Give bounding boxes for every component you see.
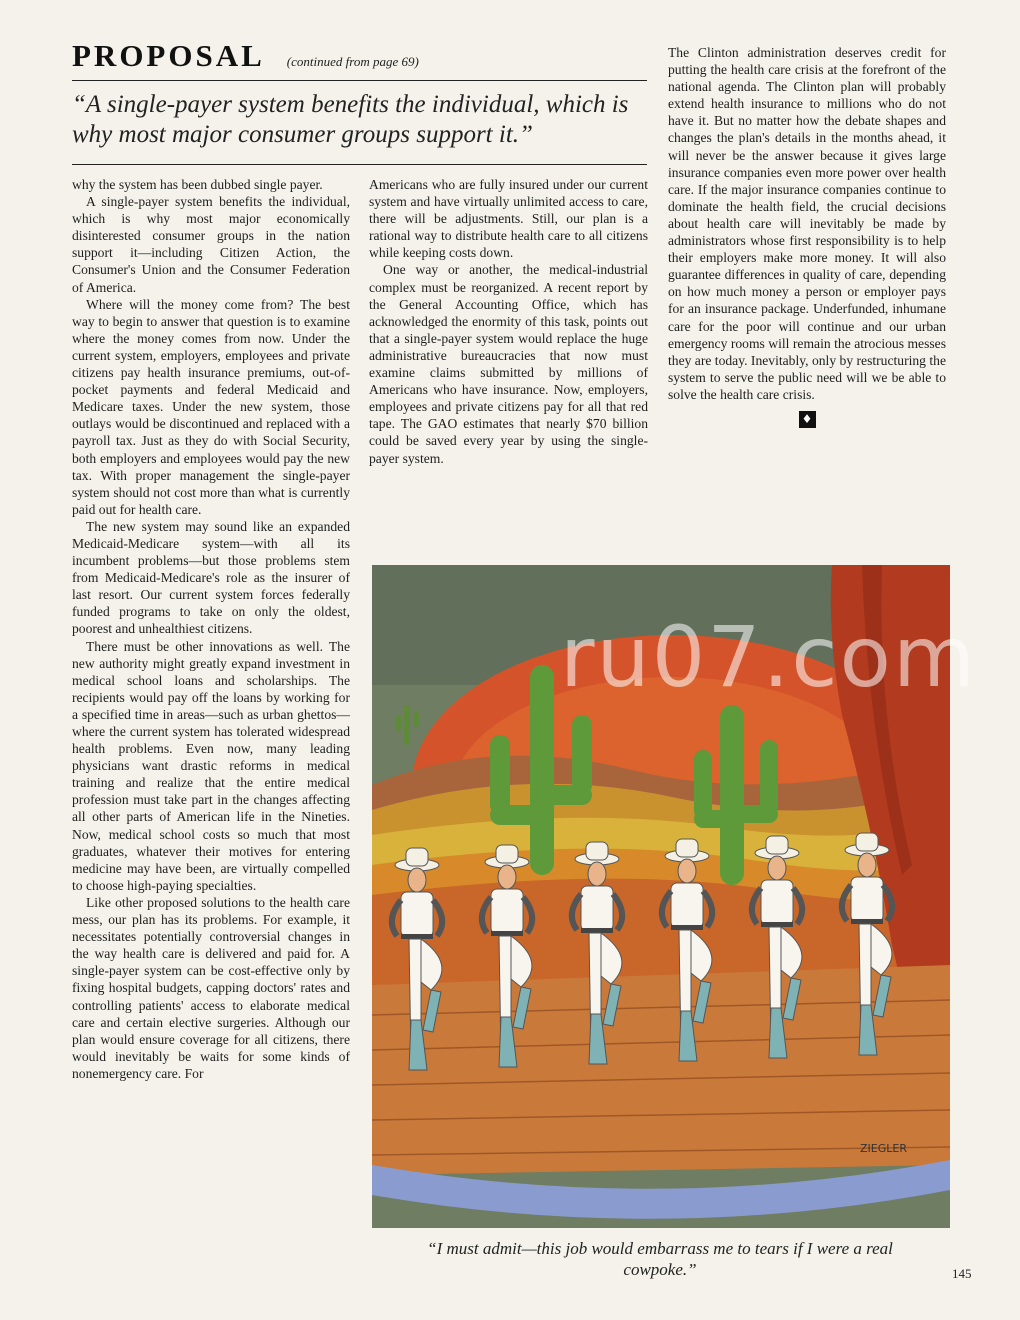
paragraph: Americans who are fully insured under our current system and have virtually unlimited access to care, there will be adjustments. Still, our plan is a rational way to distribute health care to all citizens while keeping costs down. — [369, 177, 648, 261]
continued-note: (continued from page 69) — [286, 54, 419, 69]
article-header — [72, 38, 647, 74]
section-kicker: PROPOSAL — [72, 38, 265, 73]
paragraph: Like other proposed solutions to the health care mess, our plan has its problems. For example, it necessitates potentially controversial changes in the way health care is delivered and paid for. A single-payer system can be cost-effective only by fixing hospital budgets, capping doctors' rates and controlling patients' access to elaborate medical care and certain elective surgeries. Although our plan would ensure coverage for all citizens, there would inevitably be waits for some kinds of nonemergency care. For — [72, 894, 350, 1081]
paragraph: A single-payer system benefits the individual, which is why most major economically disinterested consumer groups in the nation support it—including Citizen Action, the Consumer's Union and the Consumer Federation of America. — [72, 194, 350, 295]
text-column-2 — [369, 176, 648, 467]
cartoon-caption: “I must admit—this job would embarrass me to tears if I were a real cowpoke.” — [427, 1239, 893, 1279]
paragraph: One way or another, the medical-industrial complex must be reorganized. A recent report by the General Accounting Office, which has acknowledged the enormity of this task, points out that a single-payer system would replace the huge administrative bureaucracies that now must examine claims submitted by millions of Americans who have insurance. Now, employers, employees and private citizens pay for all that red tape. The GAO estimates that nearly $70 billion could be saved every year by using the single-payer system. — [369, 262, 648, 466]
pull-quote: “A single-payer system benefits the individual, which is why most major consumer groups support it.” — [72, 91, 629, 148]
cartoon-signature: ZIEGLER — [860, 1142, 907, 1155]
paragraph: Where will the money come from? The best way to begin to answer that question is to examine where the money comes from now. Under the current system, employers, employees and private citizens pay health insurance premiums, out-of-pocket payments and federal Medicaid and Medicare taxes. Under the new system, those outlays would be discontinued and replaced with a payroll tax. Just as they do with Social Security, both employers and employees would pay the new tax. With proper management the single-payer system should not cost more than what is currently paid out for health care. — [72, 296, 350, 517]
header-rule-bottom — [72, 164, 647, 165]
text-column-1 — [72, 176, 350, 1082]
watermark: ru07.com — [560, 608, 977, 706]
rabbit-end-mark-icon: ♦ — [799, 411, 816, 428]
paragraph: The new system may sound like an expanded Medicaid-Medicare system—with all its incumbent problems—but those problems stem from Medicaid-Medicare's role as the insurer of last resort. Our current system forces federally funded programs to take on only the oldest, poorest and unhealthiest citizens. — [72, 518, 350, 637]
paragraph: There must be other innovations as well. The new authority might greatly expand investment in medical school loans and scholarships. The recipients would pay off the loans by working for a specified time in areas—such as urban ghettos—where the current system has tolerated widespread health problems. Even now, many leading physicians want drastic reforms in medical training and realize that the entire medical profession must take part in the changes affecting all other parts of American life in the Nineties. Now, medical school costs so much that most graduates, whatever their motives for entering medicine may have been, are virtually compelled to choose high-paying specialties. — [72, 638, 350, 893]
paragraph: The Clinton administration deserves credit for putting the health care crisis at the forefront of the national agenda. The Clinton plan will probably extend health insurance to millions who do not have it. But no matter how the debate shapes and changes the plan's details in the months ahead, it will never be the answer because it gives large insurance companies even more power over health care. If the major insurance companies continue to dominate the health field, the crucial decisions about health care will inevitably be made by administrators whose first responsibility is to help their employers make more money. It will also guarantee differences in quality of care, depending on how much money a person or employer pays for an insurance package. Underfunded, inhumane care for the poor will continue and our urban emergency rooms will remain the atrocious messes they are today. Inevitably, only by restructuring the system to serve the public need will we be able to solve the health care crisis. — [668, 45, 946, 402]
text-column-3 — [668, 44, 946, 428]
paragraph: why the system has been dubbed single payer. — [72, 177, 323, 192]
cartoon-illustration — [372, 565, 950, 1228]
header-rule-top — [72, 80, 647, 81]
page-number: 145 — [952, 1266, 972, 1281]
